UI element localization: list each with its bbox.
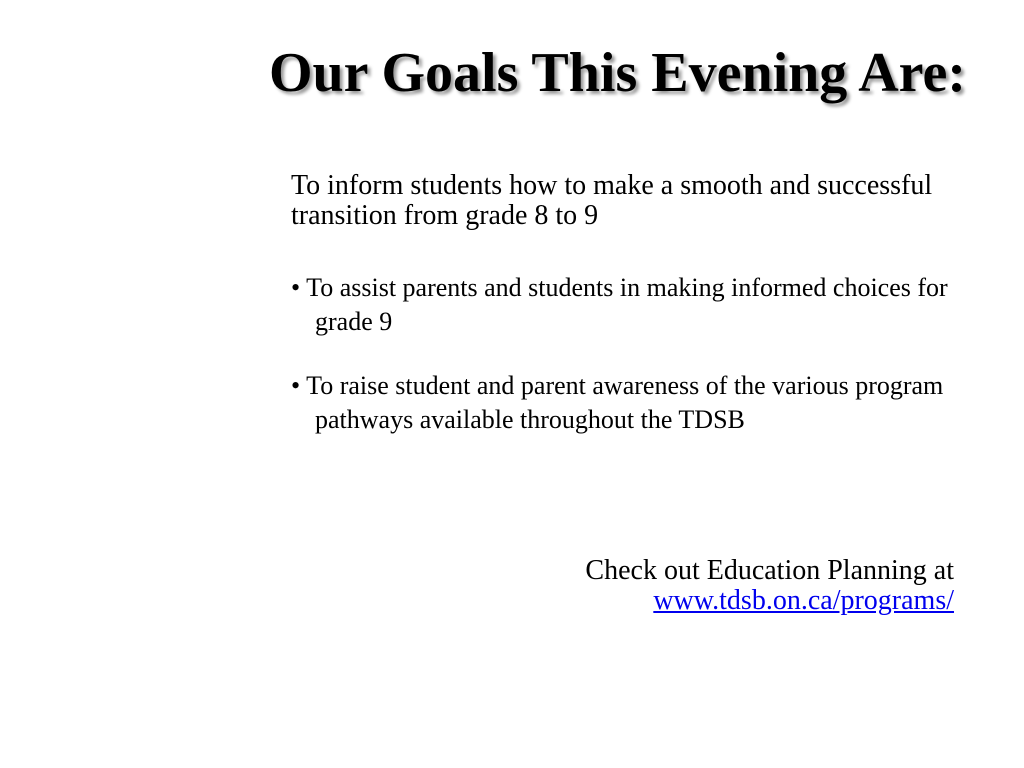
footer-text: Check out Education Planning at [585,555,954,586]
bullet: • [291,273,301,302]
intro-text: To inform students how to make a smooth and successful transition from grade 8 to 9 [291,170,933,231]
goals-list [291,171,951,437]
goal-text: To assist parents and students in making informed choices for grade 9 [306,273,948,336]
slide-title: Our Goals This Evening Are: [268,42,966,104]
goal-item [291,369,951,437]
bullet: • [291,371,301,400]
goal-text: To raise student and parent awareness of the various program pathways available throughout the TDSB [306,371,944,434]
education-planning-note [585,556,954,616]
goal-item [291,271,951,339]
programs-link[interactable]: www.tdsb.on.ca/programs/ [653,585,954,616]
